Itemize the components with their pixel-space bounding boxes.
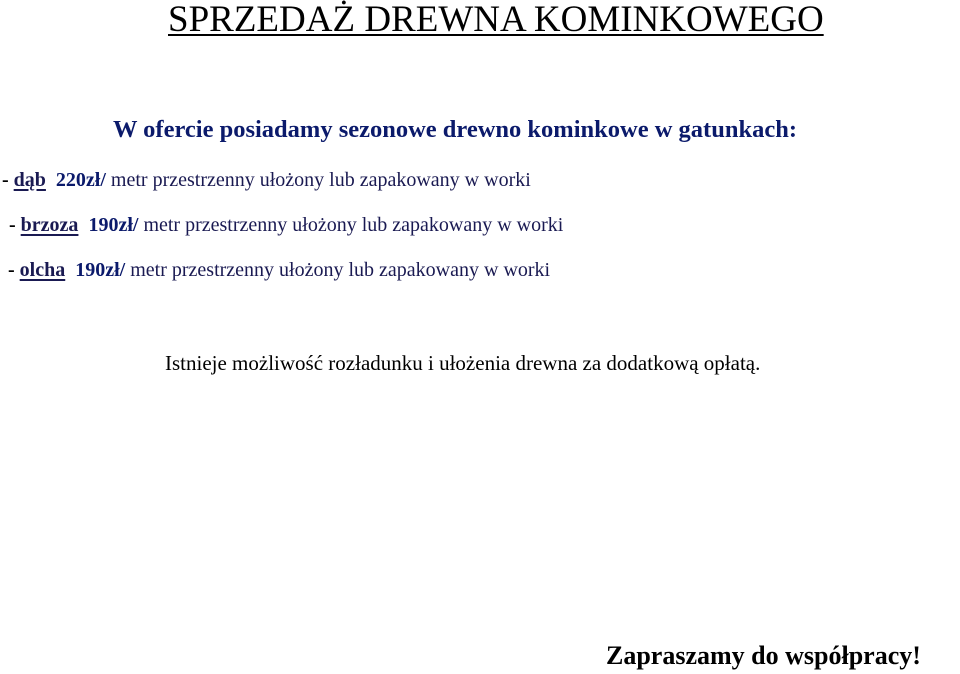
offer-description: metr przestrzenny ułożony lub zapakowany w worki [138,214,564,236]
offer-dash: - [2,169,14,191]
price-label: 220zł/ [55,169,106,191]
offer-dash: - [9,214,21,236]
offer-intro: W ofercie posiadamy sezonowe drewno kominkowe w gatunkach: [113,116,797,143]
unloading-info: Istnieje możliwość rozładunku i ułożenia drewna za dodatkową opłatą. [165,351,761,375]
offer-description: metr przestrzenny ułożony lub zapakowany w worki [125,259,551,281]
offer-item-birch [9,212,563,238]
offer-item-alder [8,257,550,283]
wood-type-label: brzoza [20,214,79,236]
offer-description: metr przestrzenny ułożony lub zapakowany w worki [105,169,531,191]
offer-dash: - [8,259,20,281]
wood-type-label: dąb [13,169,46,191]
price-label: 190zł/ [75,259,126,281]
page-title: SPRZEDAŻ DREWNA KOMINKOWEGO [168,0,824,40]
offer-item-oak [2,167,531,193]
closing-invitation: Zapraszamy do współpracy! [606,641,921,670]
price-label: 190zł/ [88,214,139,236]
wood-type-label: olcha [19,259,66,281]
